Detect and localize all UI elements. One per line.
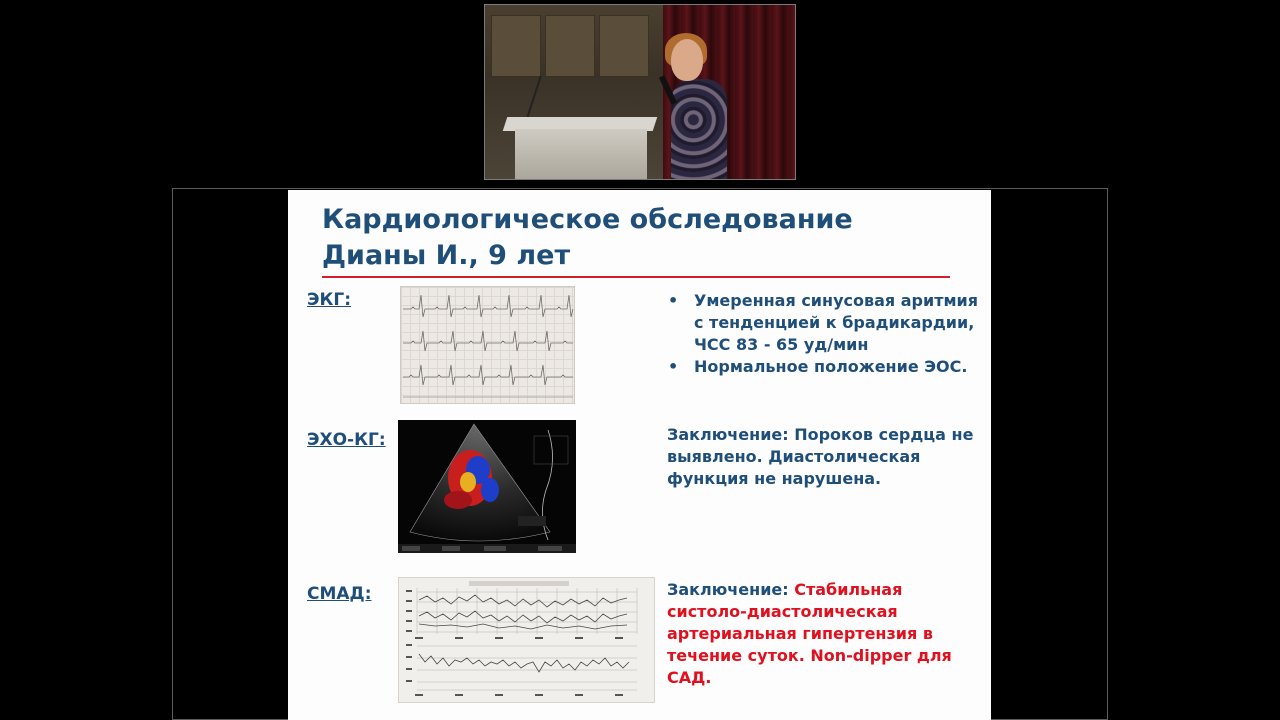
ecg-image (400, 286, 575, 404)
presentation-slide (288, 190, 991, 720)
echo-label: ЭХО-КГ: (307, 430, 386, 450)
speaker-body (671, 79, 727, 180)
lectern (515, 129, 647, 180)
ecg-trace (401, 287, 576, 405)
abpm-label: СМАД: (307, 584, 372, 604)
speaker-video (484, 4, 796, 180)
abpm-conclusion-highlight: Стабильная систоло-диастолическая артериальная гипертензия в течение суток. Non-dipper для САД. (667, 580, 952, 687)
ecg-finding-text: Нормальное положение ЭОС. (694, 357, 968, 376)
slide-title-line2: Дианы И., 9 лет (322, 240, 571, 271)
ecg-finding-text: Умеренная синусовая аритмия с тенденцией к брадикардии, ЧСС 83 - 65 уд/мин (694, 291, 979, 354)
doppler-scan (398, 420, 576, 553)
speaker-head (671, 39, 703, 81)
list-item (666, 290, 986, 356)
ecg-label: ЭКГ: (307, 290, 352, 310)
bullet-icon: • (668, 291, 679, 310)
slide-title-line1: Кардиологическое обследование (322, 204, 853, 235)
ecg-findings-list (666, 290, 986, 378)
abpm-conclusion-prefix: Заключение: (667, 580, 795, 599)
echocardiogram-image (398, 420, 576, 553)
abpm-trace (399, 578, 656, 704)
wall-panel (491, 15, 541, 77)
abpm-chart-image (398, 577, 655, 703)
title-divider (322, 276, 950, 278)
wall-panel (599, 15, 649, 77)
wall-panel (545, 15, 595, 77)
list-item (666, 356, 986, 378)
abpm-conclusion (667, 579, 987, 689)
bullet-icon: • (668, 357, 679, 376)
slide-title (322, 202, 853, 274)
echo-conclusion: Заключение: Пороков сердца не выявлено. Диастолическая функция не нарушена. (667, 425, 974, 488)
